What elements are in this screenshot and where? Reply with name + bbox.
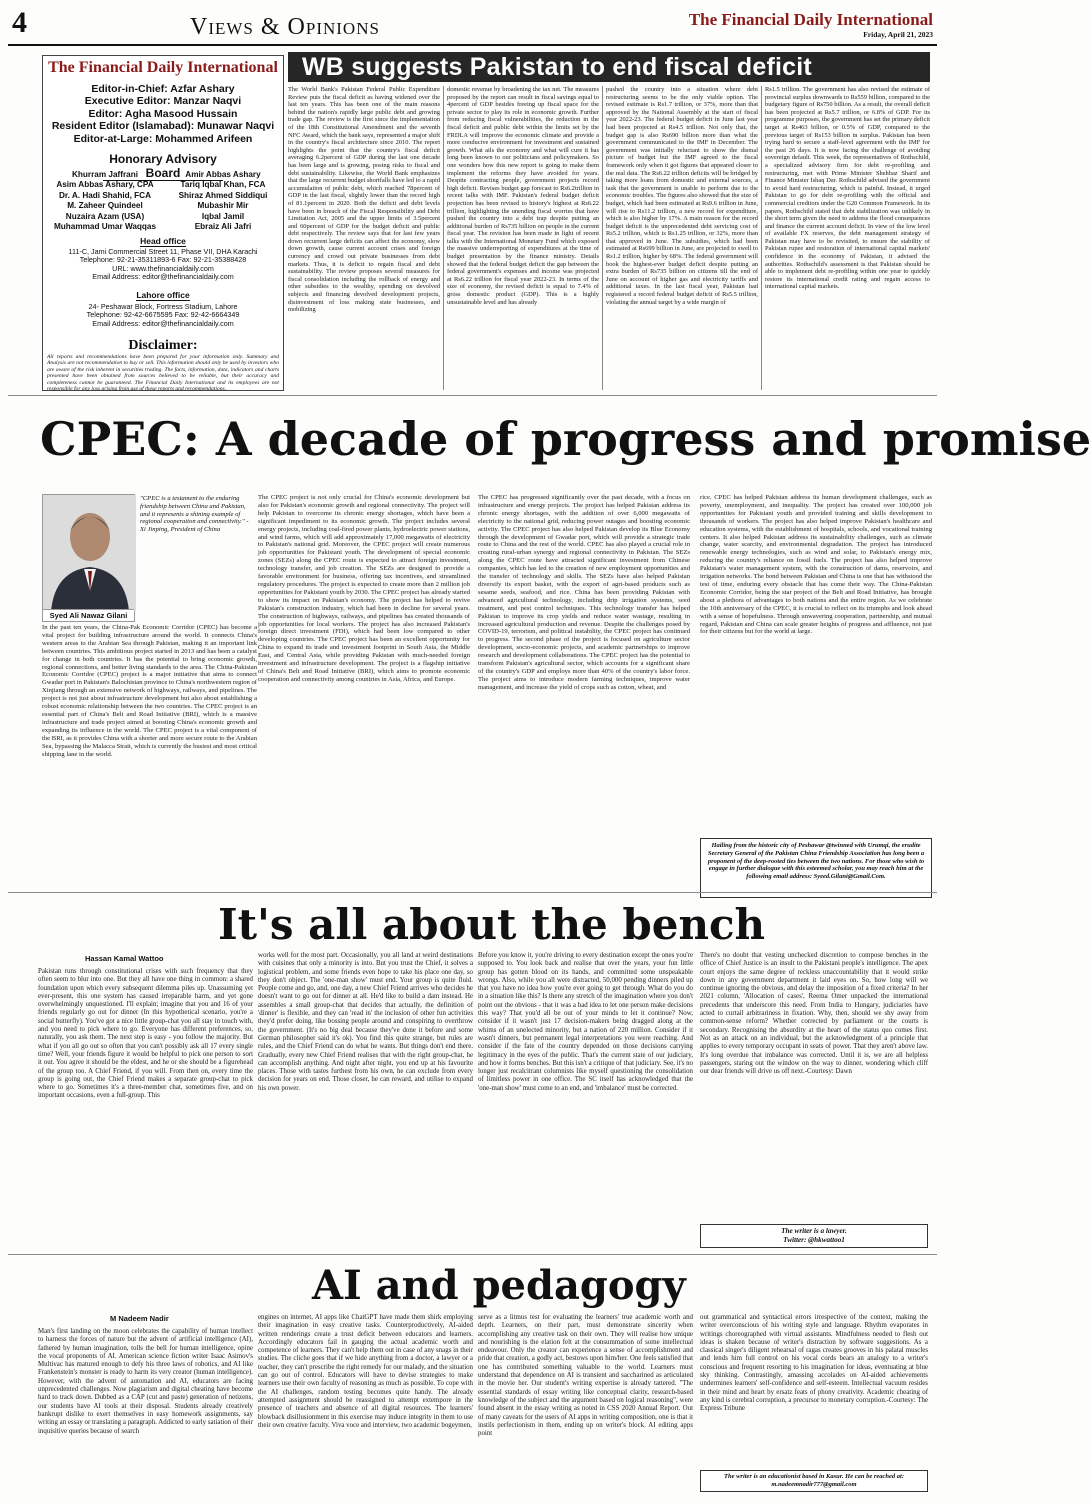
head-office-lines xyxy=(47,248,279,282)
cpec-lead-column xyxy=(42,566,257,876)
advisor-name: M. Zaheer Quindeel xyxy=(67,201,143,211)
section-rule xyxy=(8,1254,937,1255)
bench-text: There's no doubt that vesting unchecked discretion to compose benches in the office of Chief Justice is an insult to the Pakistani people's intelligence. The apex court enjoys the same degree of reckless unaccountability that it would strike down in any government department it laid eyes on. So, how long will we continue ignoring the obvious, and delay the imposition of a fixed criteria? In her 2021 column, 'Allocation of cases', Reema Omer unpacked the international precedents that underscore this need. From India to Hungary, judiciaries have acted to curtail arbitrariness in fixation. Why, then, should we shy away from common-sense reform? Whether corrected by parliament or the courts is secondary. Recognising the absurdity at the heart of the status quo comes first. Not as an attack on an individual, but the acknowledgment of a principle that applies to every temporary occupant in seats of power. That they aren't above law. It's long overdue that imbalance was corrected. Until it is, we are all helpless passengers, staring out the window on the way to dinner, wondering which cliff our dear friends will drive us off next.-Courtesy: Dawn xyxy=(700,952,928,1076)
advisor-name: Khurram Jaffrani xyxy=(72,170,138,179)
wb-text: domestic revenue by broadening the tax net. The measures proposed by the report can result in fiscal savings equal to 4percent of GDP besides freeing up fiscal space for the private sector to play its role in economic growth. Further from reducing fiscal vulnerabilities, the reduction in the fiscal deficit and public debt within the limits set by the FRDLA will improve the economic climate and provide a more conducive environment for investment and sustained growth. What ails the economy and what will cure it has long been known to our politicians and policymakers. So one wonders how this new report is going to make them implement the reforms they have avoided for years. Despite contracting people, government projects record high deficit. Revises budget gap forecast to Rs6.2trillion in recent talks with IMF. Pakistan's federal budget deficit projection has been revised to history's highest at Rs6.22 trillion, highlighting the unending fiscal worries that have pushed the country into a debt trap despite putting an additional burden of Rs735 billion on people in the current fiscal year. The revision has been made in light of recent talks with the International Monetary Fund which exposed the massive underreporting of expenditures at the time of budget presentation by the finance ministry. Details showed that the federal budget deficit the gap between the federal government's expenses and income was projected at Rs6.22 trillion for fiscal year 2022-23. In terms of the size of economy, the revised deficit is equal to 7.4% of gross domestic product (GDP). This is a highly unsustainable level and has already xyxy=(447,86,599,306)
wb-headline: WB suggests Pakistan to end fiscal deficit xyxy=(288,52,930,82)
issue-date: Friday, April 21, 2023 xyxy=(863,30,933,39)
ai-byline: M Nadeem Nadir xyxy=(110,1314,169,1323)
bench-text: Pakistan runs through constitutional crises with such frequency that they often seem to blur into one. But they all have one thing in common: a shared foundation upon which every subsequent dilemma piles up. Unassuming yet ever-present, this one system has caused irreparable harm, and yet gone overwhelmingly unquestioned. I'll explain; imagine that you and 16 of your friends regularly go out for dinner (In this hypothetical scenario, you're a social butterfly). You've got a nice little group-chat you all stay in touch with, and you need to pick where to go. Everyone has different preferences, so, naturally, you ask them. The next step is easy - you follow the majority. But what if you all go out so often that you can't possibly ask all 17 every single time? Well, your friends figure it would be helpful to pick one person to sort it out. You agree it should be the eldest, and he or she should be a figurehead of the group too. A Chief Friend, if you will. From then on, every time the group is going out, the Chief Friend makes a separate group-chat to pick where to go. Sometimes it's a three-member chat, sometimes five, and on important occasions, even a full-group. This xyxy=(38,968,253,1100)
top-rule xyxy=(8,44,937,46)
head-office-heading xyxy=(43,236,283,246)
bench-text: Before you know it, you're driving to every destination except the ones you're supposed to. You look back and realise that over the years, your fun little group has gotten blood on its hands, and committed some unspeakable wrongs. Also, while you all were distracted, 50,000 pending dinners piled up that you have no idea how you're ever going to get through. What do you do in a situation like this? Is there any stretch of the imagination where you don't point out the obvious - that it was a bad idea to let one person make decisions this way? That you'd all be out of your minds to let it continue? Now, consider if it wasn't just 17 decision-makers being dragged along at the whims of an unelected minority, but a nation of 220 million. Consider if it wasn't dinners, but permanent legal interpretations you were reaching. And consider if the fate of the country depended on those decisions carrying legitimacy in the eyes of the public. That's the current state of our judiciary, and how it forms benches. But this isn't a critique of that judiciary. See, it's no longer just recalcitrant columnists like myself questioning the consolidation of limitless power in one office. The SC itself has acknowledged that the 'one-man show' must come to an end, and 'imbalance' must be corrected. xyxy=(478,952,693,1092)
page-number: 4 xyxy=(12,6,27,39)
wb-column-2 xyxy=(447,86,599,390)
advisor-name: Ebraiz Ali Jafri xyxy=(194,222,252,232)
ai-text: Man's first landing on the moon celebrates the capability of human intellect to harness the forces of nature but the advent of artificial intelligence (AI), fathered by human imagination, tolls the bell for human intelligence, opine the vocal proponents of AI. American science fiction writer Isaac Asimov's Multivac has matured enough to defy his three laws of robotics, and AI like Frankenstein's monster is ready to harm its very creator (human intelligence). However, with the advent of automation and AI, educators are facing unprecedented challenges. Now plagiarism and digital cheating have become hard to track down. Dubbed as a CAP (cut and paste) generation of netizens, our students have AI tools at their disposal. Students already creatively bankrupt dislike to exert themselves in easy homework assignments, say writing an essay or translating a paragraph. Addicted to early satiation of their inquisitive queries because of search xyxy=(38,1328,253,1435)
ai-text: serve as a litmus test for evaluating the learners' true academic worth and depth. Learners, on their part, must demonstrate sincerity when accomplishing any creative task on their own. They will realise how unique and nourishing is the elation felt at the consummation of some intellectual endeavour. Only the creator can experience a sense of accomplishment and pride that creation, a godly act, bestows upon him/her. One feels satisfied that one has contributed something valuable to the world. Learners must understand that dependence on AI is transient and saccharined as articulated in the movie her. Our student's writing expertise is already tattered. "The essential standards of essay writing like conceptual clarity, research-based knowledge of the subject and the argument based on logical reasoning", were found absent in the essay writing as noted in CSS 2020 Annual Report. Out of many caveats for the users of AI apps in writing composition, one is that it instils perfectionism in them, ending up on writer's block. AI editing apps point xyxy=(478,1314,693,1438)
bench-column-1 xyxy=(38,968,253,1248)
section-title: Views & Opinions xyxy=(190,14,380,40)
office-line: Telephone: 92-42-6675595 Fax: 92-42-6664349 xyxy=(86,310,240,320)
advisor-name: Muhammad Umar Waqqas xyxy=(53,222,157,232)
advisor-name: Dr. A. Hadi Shahid, FCA xyxy=(58,190,152,200)
writer-twitter: Twitter: @hkwattoo1 xyxy=(783,1236,845,1244)
advisor-name: Iqbal Jamil xyxy=(201,211,245,221)
editors-list xyxy=(47,83,279,145)
cpec-column-3 xyxy=(478,494,690,886)
editor-line: Editor-in-Chief: Azfar Ashary xyxy=(91,83,235,95)
advisory-left-list xyxy=(47,170,163,232)
cpec-text: rice. CPEC has helped Pakistan address its human development challenges, such as poverty, unemployment, and inequality. The project has created over 100,000 job opportunities for Pakistani youth and provided training and skills development to thousands of workers. The project has also helped improve Pakistan's healthcare and education systems, with the establishment of hospitals, schools, and vocational training centers. It also helped Pakistan address its sustainability challenges, such as climate change, water scarcity, and environmental degradation. The project has introduced renewable energy technologies, such as wind and solar, to Pakistan's energy mix, reducing the country's reliance on fossil fuels. The project has also helped improve Pakistan's water management system, with the construction of dams, reservoirs, and irrigation networks. The bond between Pakistan and China is one that has withstood the test of time, enduring every obstacle that has come their way. The China-Pakistan Economic Corridor, being the star project of the Belt and Road Initiative, has brought about a plethora of advantages to both nations and the entire region. As we celebrate the 10th anniversary of the CPEC, it is crucial to reflect on its triumphs and look ahead with a sense of hopefulness. Through unwavering cooperation, partnership, and mutual regard, Pakistan and China can scale greater heights of progress and affluence, not just for their citizens but for the world at large. xyxy=(700,494,932,636)
editor-line: Executive Editor: Manzar Naqvi xyxy=(84,95,242,108)
office-line: Telephone: 92-21-35311893-6 Fax: 92-21-35388428 xyxy=(79,255,247,265)
cpec-text: The CPEC has progressed significantly over the past decade, with a focus on infrastructure and energy projects. The project has helped Pakistan address its chronic energy shortages, with the addition of over 6,000 megawatts of electricity to the national grid, reducing power outages and boosting economic activity. The CPEC project has also helped Pakistan develop its Blue Economy through the development of Gwadar port, which will provide a strategic trade route to China and the rest of the world. CPEC has also played a crucial role in creating rural-urban synergy and regional connectivity in Pakistan. The SEZs along the CPEC route have attracted significant investment from Chinese companies, which has led to the creation of new employment opportunities and the transfer of technology and skills. The SEZs have also helped Pakistan diversify its export basket, with the export of agri-based products such as sesame seeds, seafood, and rice. China has been providing Pakistan with advanced agricultural technology, including drip irrigation systems, seed treatment, and pest control techniques. This technology transfer has helped Pakistan to improve its crop yields and reduce water wastage, resulting in increased agricultural production and revenue. Despite the challenges posed by COVID-19, terrorism, and political instability, the CPEC project has continued to progress. The second phase of the project is focused on agriculture sector development, socio-economic projects, and academic partnerships to improve research and development collaborations. The CPEC project has the potential to transform Pakistan's agricultural sector, which accounts for a significant share of the country's GDP and employs more than 40% of the country's labor force. The project aims to introduce modern farming techniques, improve water management, and increase the yield of crops such as cotton, wheat, and xyxy=(478,494,690,691)
editor-line: Editor-at-Large: Mohammed Arifeen xyxy=(73,132,253,145)
ai-column-1 xyxy=(38,1328,253,1498)
advisor-name: Shiraz Ahmed Siddiqui xyxy=(178,190,268,200)
advisor-name: Asim Abbas Ashary, CPA xyxy=(56,180,154,190)
masthead-box xyxy=(42,55,284,391)
advisor-name: Amir Abbas Ashary xyxy=(185,170,261,179)
lahore-office-lines xyxy=(47,303,279,328)
office-line: 111-C, Jami Commercial Street 11, Phase VII, DHA Karachi xyxy=(68,247,258,256)
bench-column-3 xyxy=(478,952,693,1248)
bench-headline: It's all about the bench xyxy=(218,900,766,949)
disclaimer-text: All reports and recommendations have been prepared for your information only. Summary and Analysis are not recommendation to buy or sell. This information should only be used by investors who are aware of the risk inherent in securities trading. The facts, information, data, indicators and charts presented have been obtained from sources believed to be reliable, but their accuracy and completeness cannot be guaranteed. The Financial Daily International and its employees are not responsible for any loss arising from use of these reports and recommendations. xyxy=(47,354,279,393)
ai-text: engines on internet, AI apps like ChatGPT have made them shirk employing their imagination in easy creative tasks. Counterproductively, AI-aided written renderings create a trust deficit between educators and learners. Accordingly educators fail in gauging the actual academic worth and competence of learners. They can't help them out in case of any snags in their studies. The cliche goes that if we hide anything from a doctor, a lawyer or a teacher, they can't prescribe the right remedy for our malady, and the situation can go out of control. Educators will have to devise strategies to make learners use their own faculty of reasoning as much as possible. To cope with the AI challenges, random testing becomes quite handy. The already attempted assignment should be reassigned to attempt extempore in the presence of teachers and absence of all digital resources. The learners' blowback disillusionment in this exercise may induce integrity in them to use their own creative faculty. Viva voce and interview, two academic bogeymen, xyxy=(258,1314,473,1429)
wb-text: pushed the country into a situation where debt restructuring seems to be the only viable option. The revised estimate is Rs1.7 trillion, or 37%, more than that approved by the National Assembly at the start of fiscal year 2022-23. The federal budget deficit in June last year had been projected at Rs4.5 trillion. Not only that, the budget gap is also Rs690 billion more than what the government communicated to the IMF in December. The government was initially reluctant to show the dismal picture of budget but the IMF agreed to the fiscal framework only when it got figures that appeared closer to the real data. The Rs6.22 trillion deficits will be bridged by taking more loans from domestic and external sources, a task that the government is unable to perform due to the economic troubles. The figures also showed that the size of budget, which had been estimated at Rs9.6 trillion in June, will rise to Rs11.2 trillion, a new record for expenditure, which is also higher by 17%. A main reason for the record budget deficit is the unprecedented debt servicing cost of Rs5.2 trillion, which is Rs1.25 trillion, or 32%, more than that approved in June. The subsidies, which had been estimated at Rs699 billion in June, are projected to swell to Rs1.2 trillion, higher by 68%. The federal government will book the highest-ever budget deficit despite putting an extra burden of Rs735 billion on citizens till the end of June on account of higher gas and electricity tariffs and additional taxes. In the last fiscal year, Pakistan had registered a record federal budget deficit of Rs5.5 trillion, violating the annual target by a wide margin of xyxy=(606,86,758,306)
office-line: Email Address: editor@thefinancialdaily.com xyxy=(92,318,234,328)
ai-column-2 xyxy=(258,1314,473,1498)
editor-line: Editor: Agha Masood Hussain xyxy=(88,107,238,120)
paper-name: The Financial Daily International xyxy=(688,10,933,29)
ai-headline: AI and pedagogy xyxy=(312,1262,686,1309)
column-divider xyxy=(443,86,444,390)
column-divider xyxy=(602,86,603,390)
wb-column-1 xyxy=(288,86,440,390)
wb-column-4 xyxy=(765,86,930,390)
advisor-name: Tariq Iqbal Khan, FCA xyxy=(180,180,266,190)
advisor-name: Nuzaira Azam (USA) xyxy=(65,211,145,221)
writer-note: The writer is a lawyer. xyxy=(781,1227,847,1235)
section-rule xyxy=(8,395,937,396)
ai-writer-box: The writer is an educationist based in Kasur. He can be reached at: m.nadeemnadir777@gmail.com xyxy=(700,1470,928,1492)
advisory-right-list xyxy=(165,170,281,232)
pull-quote: "CPEC is a testament to the enduring friendship between China and Pakistan, and it represents a shining example of regional cooperation and connectivity." - Xi Jinping, President of China xyxy=(140,495,249,534)
author-caption: Syed Ali Nawaz Gilani xyxy=(43,609,134,621)
office-line: Email Address: editor@thefinancialdaily.com xyxy=(92,272,234,282)
wb-column-3 xyxy=(606,86,758,390)
bench-writer-box xyxy=(700,1224,928,1248)
column-divider xyxy=(761,86,762,390)
cpec-lead-text: In the past ten years, the China-Pak Economic Corridor (CPEC) has become a vital project for building infrastructure around the world. It connects China's western areas to the Arabian Sea through Pakistan, making it an important link between countries. This ambitious project started in 2013 and has been a catalyst for change in both countries. It has the potential to bring economic growth, regional connections, and better living standards to the area. The China-Pakistan Economic Corridor (CPEC) project is a major initiative that aims to connect Gwadar port in Pakistan's Balochistan province to China's northwestern region of Xinjiang through an extensive network of highways, railways, and pipelines. The project is not just about infrastructure development but also about establishing a robust economic relationship between the two countries. The CPEC project is an essential part of China's Belt and Road Initiative (BRI), which is a massive infrastructure and trade project aimed at boosting China's economic growth and expanding its influence in the world. The CPEC project is a vital component of the BRI, as it provides China with a shorter and more secure route to the Arabian Sea, bypassing the Malacca Strait, which is currently the busiest and most critical shipping lane in the world. xyxy=(42,624,257,758)
cpec-column-4 xyxy=(700,494,932,834)
head-office-label: Head office xyxy=(140,236,186,246)
advisory-heading: Honorary Advisory Board xyxy=(103,152,223,181)
office-line: 24- Peshawar Block, Fortress Stadium, Lahore xyxy=(88,302,238,311)
bench-column-2 xyxy=(258,952,473,1248)
ai-column-3 xyxy=(478,1314,693,1498)
wb-text: The World Bank's Pakistan Federal Public Expenditure Review puts the fiscal deficit as having widened over the last ten years. This has been one of the main reasons behind the nation's rapidly large public debt and growing trade gap. The review is the first since the implementation of the 18th Constitutional Amendment and the seventh NFC Award, which the bank says, represented a major shift in the country's fiscal architecture since 2010. The report highlights the point that the country's fiscal deficit averaging 6.2percent of GDP during the last one decade has been large and is growing, posing risks to fiscal and debt sustainability. Likewise, the World Bank emphasizes that the large recurrent budget shortfalls have led to a rapid accumulation of public debt, which reached 78percent of GDP in the last fiscal, slightly lower than the record high of 81.1percent in 2020. Both the deficit and debt levels have been in breach of the Fiscal Responsibility and Debt Limitation Act, 2005 and the upper limits of 3.5percent and 60percent of GDP for the budget deficit and public debt respectively. The review says that for last few years down recurrent large deficits can affect the economy, slow down growth, cause current account crises and foreign currency and crowd out private businesses from debt markets. Thus, it is deficit to regain fiscal and debt sustainability. The review proposes several measures for fiscal consolidation including the rollback of energy and other subsidies to the wealthy, spending on devolved subjects and financing devolved development projects, disinvestment of loss making state businesses, and mobilizing xyxy=(288,86,440,314)
ai-text: out grammatical and syntactical errors irrespective of the context, making the writer overconscious of his writing style and language. Rhythm evaporates in writings choreographed with virtual assistants. Mindfulness needed to flesh out ideas is shaken because of writer's distraction by software suggestions. As a classical singer's diligent rehearsal of ragas creates grooves in his palatal muscles and lends him full control on his vocal cords bears an analogy to a writer's conscious and frequent resorting to his imagination for ideas, eventuating at blue sky thinking. Contrastingly, amassing accolades on AI-aided achievements undermines learners' self-confidence and self-esteem. Intellectual vacuum resides in their mind and heart by ersatz feats of phony creativity. Academic cheating of any kind is cerebral corruption, a precursor to monetary corruption.-Courtesy: The Express Tribune xyxy=(700,1314,928,1413)
bench-byline: Hassan Kamal Wattoo xyxy=(85,954,164,963)
wb-text: Rs1.5 trillion. The government has also revised the estimate of provincial surplus downwards to Rs559 billion, compared to the budgetary figure of Rs750 billion. As a result, the overall deficit has been projected at Rs5.7 trillion, or 6.8% of GDP. For its programme purposes, the government has set the primary deficit target at Rs463 billion, or 0.5% of GDP, compared to the previous target of Rs153 billion in surplus. Pakistan has been trying hard to secure a staff-level agreement with the IMF for the past 26 days. It is now facing the challenge of avoiding sovereign default. This week, the representatives of Rothschild, a specialized advisory firm for debt re-profiling and restructuring, met with Prime Minister Shehbaz Sharif and Finance Minister Ishaq Dar. Rothschild advised the government to avoid hard restructuring, which is painful. Instead, it urged Pakistan to go for debt re-profiling with the official and commercial creditors under the G20 Common Framework. In its papers, Rothschild stated that debt stabilization was unlikely in the short term given the need to address the flood consequences and finance the current account deficit. In view of the low level of available FX reserves, the debt management strategy of Pakistan may have to be revisited, to ensure the stability of Pakistan rupee and restoration of international capital markets' confidence in the economy of Pakistan, it advised the authorities. Rothschild's assessment is that Pakistan should be able to implement debt re-profiling within one year to quickly restore its international credit rating and regain access to international capital markets. xyxy=(765,86,930,291)
cpec-column-2 xyxy=(258,494,470,886)
cpec-text: The CPEC project is not only crucial for China's economic development but also for Pakistan's economic growth and regional connectivity. The project will help Pakistan to overcome its chronic energy shortages, which have been a significant impediment to its economic growth. The project includes several energy projects, including coal-fired power plants, hydroelectric power stations, and wind farms, which will add approximately 17,000 megawatts of electricity to Pakistan's national grid. Moreover, the CPEC project will create numerous job opportunities for Pakistani youth. The development of special economic zones (SEZs) along the CPEC route is expected to attract foreign investment, technology transfer, and job creation. The SEZs are designed to provide a favorable environment for business, offering tax incentives, and streamlined regulatory procedures. The project is expected to create more than 2 million job opportunities for Pakistani youth by 2030. The CPEC project has already started to show its impact on Pakistan's economy. The project has helped to revive Pakistan's construction industry, which had been in decline for several years. The construction of highways, railways, and pipelines has created thousands of job opportunities for local workers. The project has also increased Pakistan's foreign direct investment (FDI), which had been low compared to other developing countries. The CPEC project has been an excellent opportunity for China to expand its trade and investment footprint in South Asia, the Middle East, and Central Asia, while providing Pakistan with much-needed foreign investment and infrastructure development. The project is a flagship initiative of China's Belt and Road Initiative (BRI), which aims to promote economic cooperation and connectivity among countries in Asia, Africa, and Europe. xyxy=(258,494,470,683)
disclaimer-heading: Disclaimer: xyxy=(128,338,198,353)
editor-line: Resident Editor (Islamabad): Munawar Naqvi xyxy=(51,120,275,133)
advisor-name: Mubashir Mir xyxy=(197,201,249,211)
ai-column-4 xyxy=(700,1314,928,1466)
section-rule xyxy=(8,892,937,893)
cpec-headline: CPEC: A decade of progress and promise xyxy=(40,412,1091,466)
office-line: URL: www.thefinancialdaily.com xyxy=(112,263,214,273)
lahore-office-label: Lahore office xyxy=(136,290,190,300)
bench-column-4 xyxy=(700,952,928,1220)
author-bio-box: Hailing from the historic city of Peshawar @twinned with Urumqi, the erudite Secretary General of the Pakistan China Friendship Association has long been a proponent of the deep-rooted ties between the two nations. For those who wish to engage in further dialogue with this esteemed scholar, you may reach him at the following email address: Syeed.Gilani@Gmail.Com. xyxy=(700,838,932,898)
masthead-title: The Financial Daily International xyxy=(48,59,278,76)
lahore-office-heading xyxy=(43,290,283,300)
bench-text: works well for the most part. Occasionally, you all land at weird destinations with cuisines that only a minority is into. But you trust the Chief, it solves a logistical problem, and some friends even hope to take his place one day, so they don't object. The 'one-man show' must end. Your group is quite fluid. People come and go, and, one day, a new Chief Friend arrives who decides he doesn't want to go out for dinner at all. He'd like to build a dam instead. He assembles a small group-chat that decides that actually, the definition of 'dinner' is flexible, and they can 'read in' the inclusion of other fun activities they'd prefer doing, like bossing people around and conspiring to overthrow the government. (It's no big deal because they've done it before and some German philosopher said it's ok). You find this quite strange, but rules are rules, and the Chief Friend can do what he wants. But things don't end there. Gradually, every new Chief Friend realises that with the right group-chat, he can accomplish anything. And night after night, you end up at his favourite places. Those with tastes furthest from his own, he can exclude from every decision for years on end. Those closer, he can reward, and utilise to expand his own power. xyxy=(258,952,473,1092)
